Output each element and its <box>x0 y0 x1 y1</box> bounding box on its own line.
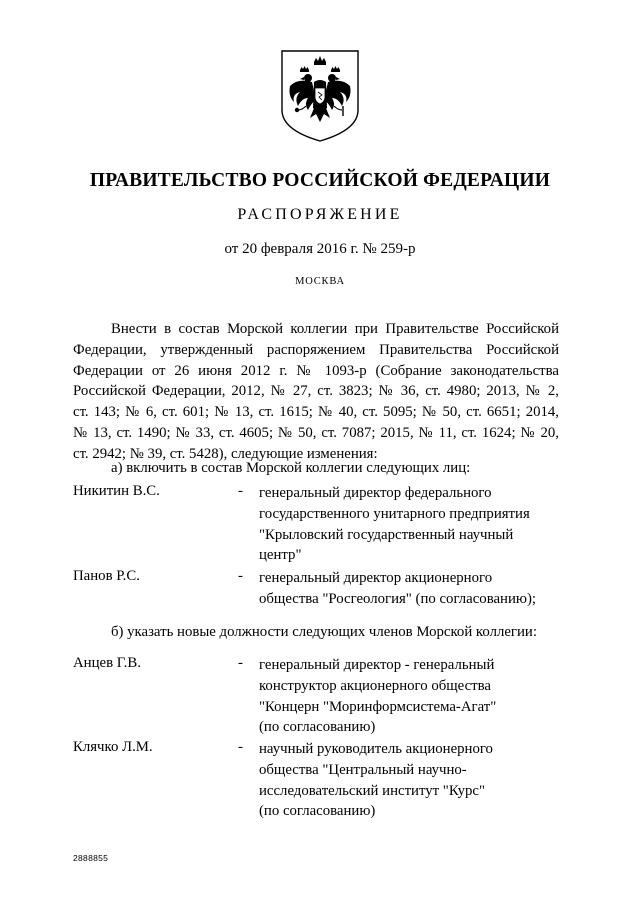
position-line: конструктор акционерного общества <box>259 677 491 694</box>
document-id-number: 2888855 <box>73 853 109 863</box>
person-position <box>259 739 559 822</box>
person-position <box>259 483 559 566</box>
section-b-heading: б) указать новые должности следующих членов Морской коллегии: <box>111 624 537 640</box>
document-city: МОСКВА <box>295 276 345 287</box>
person-name: Никитин В.С. <box>73 483 160 499</box>
person-dash: - <box>238 655 243 671</box>
position-line: центр" <box>259 547 302 564</box>
body-line: ст. 2942; № 39, ст. 5428), следующие изменения: <box>73 445 378 462</box>
document-date-number: от 20 февраля 2016 г. № 259-р <box>224 241 416 257</box>
person-position <box>259 568 559 610</box>
position-line: "Концерн "Моринформсистема-Агат" <box>259 698 497 715</box>
person-name: Клячко Л.М. <box>73 739 153 755</box>
person-dash: - <box>238 739 243 755</box>
position-line: общества "Центральный научно- <box>259 761 467 778</box>
section-a-heading: а) включить в состав Морской коллегии следующих лиц: <box>111 460 471 476</box>
position-line: исследовательский институт "Курс" <box>259 782 485 799</box>
body-line: ст. 143; № 6, ст. 601; № 13, ст. 1615; № 40, ст. 5095; № 50, ст. 6651; 2014, <box>73 404 559 421</box>
position-line: (по согласованию) <box>259 719 376 736</box>
position-line: научный руководитель акционерного <box>259 741 493 757</box>
body-line: Федерации от 26 июня 2012 г. № 1093-р (Собрание законодательства <box>73 362 559 379</box>
person-dash: - <box>238 483 243 499</box>
position-line: общества "Росгеология" (по согласованию); <box>259 590 536 607</box>
document-type: РАСПОРЯЖЕНИЕ <box>237 206 403 223</box>
body-line: Внести в состав Морской коллегии при Правительстве Российской <box>111 321 559 337</box>
person-dash: - <box>238 568 243 584</box>
body-line: Российской Федерации, 2012, № 27, ст. 3823; № 36, ст. 4980; 2013, № 2, <box>73 383 559 400</box>
body-line: Федерации, утвержденный распоряжением Правительства Российской <box>73 341 559 358</box>
position-line: генеральный директор федерального <box>259 485 492 501</box>
body-paragraph <box>73 319 559 465</box>
person-position <box>259 655 559 738</box>
position-line: генеральный директор - генеральный <box>259 657 495 673</box>
body-line: № 13, ст. 1490; № 33, ст. 4605; № 50, ст. 7087; 2015, № 11, ст. 1624; № 20, <box>73 424 559 441</box>
person-name: Панов Р.С. <box>73 568 140 584</box>
coat-of-arms-emblem <box>278 48 362 144</box>
position-line: (по согласованию) <box>259 803 376 820</box>
position-line: генеральный директор акционерного <box>259 570 493 586</box>
government-title: ПРАВИТЕЛЬСТВО РОССИЙСКОЙ ФЕДЕРАЦИИ <box>89 170 551 191</box>
position-line: государственного унитарного предприятия <box>259 505 530 522</box>
person-name: Анцев Г.В. <box>73 655 141 671</box>
position-line: "Крыловский государственный научный <box>259 526 514 543</box>
